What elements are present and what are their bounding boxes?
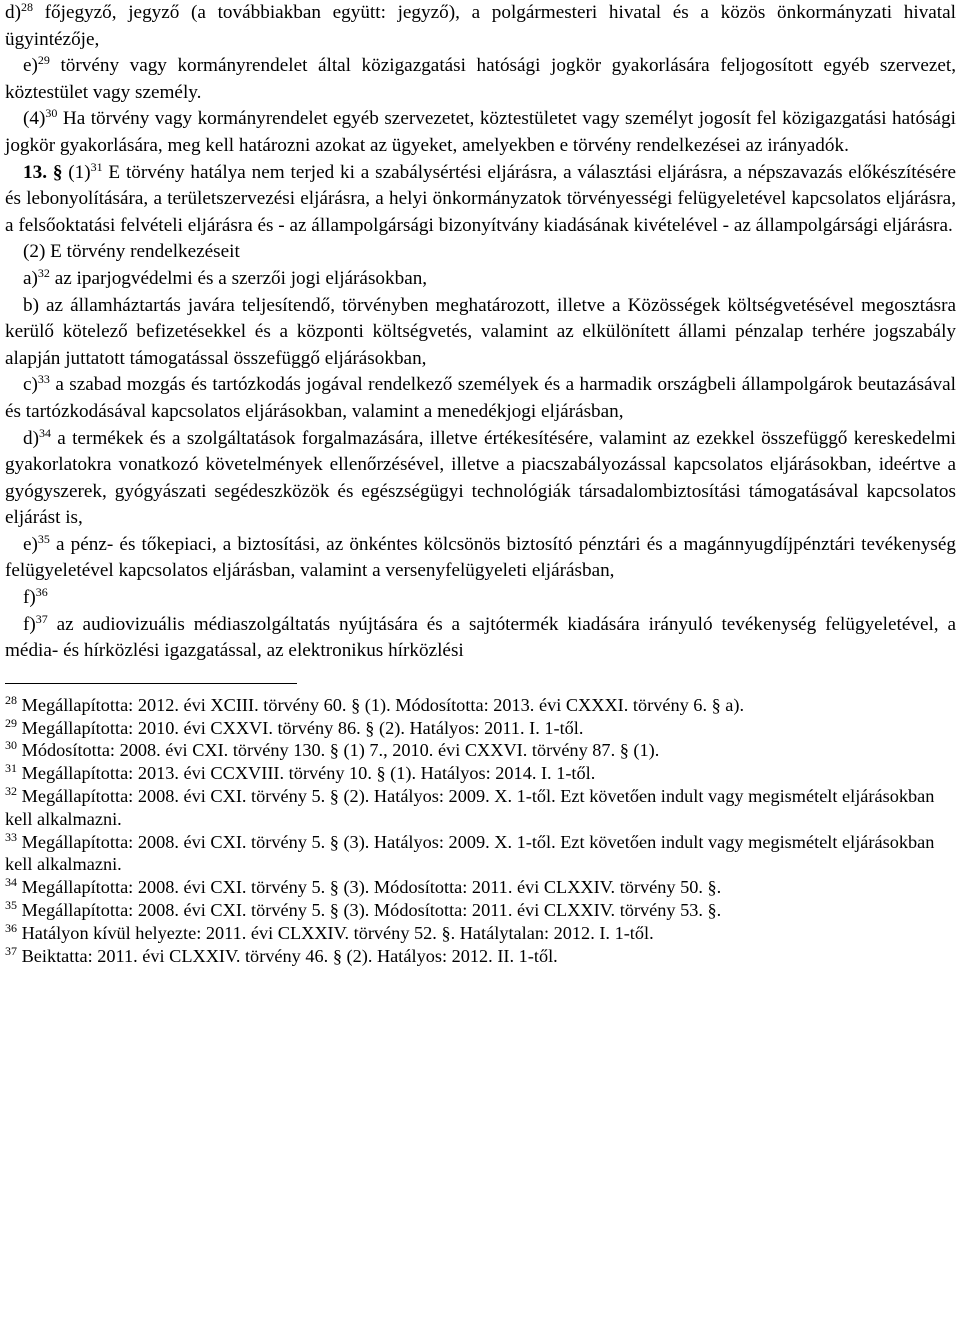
paragraph-label: (1): [68, 161, 91, 183]
footnote-text: Beiktatta: 2011. évi CLXXIV. törvény 46. § (2). Hatályos: 2012. II. 1-től.: [17, 945, 558, 966]
footnote-number: 34: [5, 875, 17, 890]
footnote: [5, 899, 956, 922]
paragraph-2: [5, 239, 956, 266]
footnote-number: 37: [5, 943, 17, 958]
footnote-number: 33: [5, 829, 17, 844]
point-d28: [5, 0, 956, 53]
footnote: [5, 739, 956, 762]
point-label: f): [23, 587, 36, 609]
point-text: b) az államháztartás javára teljesítendő, törvényben meghatározott, illetve a Közösségek költségvetésével megosztásra kerülő kötelező befizetésekkel és a központi költségvetés, valamint az elkülönített állami pénzalap terhére jogszabály alapján juttatott támogatással összefüggő eljárásokban,: [5, 294, 956, 369]
footnote: [5, 876, 956, 899]
footnote: [5, 785, 956, 831]
point-label: f): [23, 613, 36, 635]
point-d34: [5, 426, 956, 532]
document-body: [5, 0, 956, 665]
point-text: főjegyző, jegyző (a továbbiakban együtt: jegyző), a polgármesteri hivatal és a közös önkormányzati hivatal ügyintézője,: [5, 2, 956, 50]
point-text: a szabad mozgás és tartózkodás jogával rendelkező személyek és a harmadik országbeli állampolgárok beutazásával és tartózkodásával kapcsolatos eljárásokban, valamint a menedékjogi eljárásban,: [5, 374, 956, 422]
footnote-number: 28: [5, 692, 17, 707]
footnote-ref[interactable]: 30: [45, 106, 58, 121]
point-f37: [5, 612, 956, 665]
footnotes: [5, 694, 956, 968]
point-label: d): [23, 427, 39, 449]
point-label: e): [23, 55, 38, 77]
footnote-ref[interactable]: 33: [37, 372, 50, 387]
footnote-number: 35: [5, 898, 17, 913]
section-sign: §: [52, 161, 63, 183]
footnote-text: Megállapította: 2008. évi CXI. törvény 5. § (3). Hatályos: 2009. X. 1-től. Ezt követően indult vagy megismételt eljárásokban kell alkalmazni.: [5, 831, 935, 875]
point-text: törvény vagy kormányrendelet által közigazgatási hatósági jogkör gyakorlására feljogosított egyéb szervezet, köztestület vagy személy.: [5, 55, 956, 103]
footnote-text: Hatályon kívül helyezte: 2011. évi CLXXIV. törvény 52. §. Hatálytalan: 2012. I. 1-től.: [17, 922, 654, 943]
point-label: e): [23, 533, 38, 555]
footnote-text: Megállapította: 2008. évi CXI. törvény 5. § (3). Módosította: 2011. évi CLXXIV. törvény 53. §.: [17, 900, 722, 921]
point-text: a termékek és a szolgáltatások forgalmazására, illetve értékesítésére, valamint az ezekkel összefüggő kereskedelmi gyakorlatokra vonatkozó követelmények ellenőrzésével, illetve a piacszabályozással kapcsolatos eljárásokban, ideértve a gyógyszerek, gyógyászati segédeszközök és egészségügyi technológiák társadalombiztosítási támogatásával kapcsolatos eljárást is,: [5, 427, 956, 529]
footnote: [5, 831, 956, 877]
point-c33: [5, 372, 956, 425]
paragraph-text: Ha törvény vagy kormányrendelet egyéb szervezetet, köztestületet vagy személyt jogosít fel közigazgatási hatósági jogkör gyakorlására, meg kell határozni azokat az ügyeket, amelyekben e törvény rendelkezései az irányadók.: [5, 108, 956, 156]
footnote-text: Módosította: 2008. évi CXI. törvény 130. § (1) 7., 2010. évi CXXVI. törvény 87. § (1).: [17, 740, 660, 761]
point-label: c): [23, 374, 38, 396]
footnote-text: Megállapította: 2008. évi CXI. törvény 5. § (2). Hatályos: 2009. X. 1-től. Ezt követően indult vagy megismételt eljárásokban kell alkalmazni.: [5, 786, 935, 829]
paragraph-label: (4): [23, 108, 46, 130]
footnote-number: 31: [5, 761, 17, 776]
point-e29: [5, 53, 956, 106]
footnote-number: 29: [5, 715, 17, 730]
footnote-ref[interactable]: 29: [37, 53, 50, 68]
footnote-separator: [5, 683, 297, 684]
point-e35: [5, 532, 956, 585]
paragraph-text: (2) E törvény rendelkezéseit: [23, 241, 240, 263]
footnote-ref[interactable]: 35: [37, 531, 50, 546]
footnote-ref[interactable]: 31: [90, 159, 103, 174]
footnote-ref[interactable]: 36: [35, 585, 48, 600]
footnote-text: Megállapította: 2012. évi XCIII. törvény 60. § (1). Módosította: 2013. évi CXXXI. törvény 6. § a).: [17, 694, 745, 715]
footnote-ref[interactable]: 34: [38, 425, 51, 440]
point-b: [5, 293, 956, 373]
footnote: [5, 945, 956, 968]
footnote-text: Megállapította: 2013. évi CCXVIII. törvény 10. § (1). Hatályos: 2014. I. 1-től.: [17, 763, 596, 784]
footnote-number: 30: [5, 738, 17, 753]
section-number: 13.: [23, 161, 47, 183]
footnote: [5, 694, 956, 717]
footnote-text: Megállapította: 2008. évi CXI. törvény 5. § (3). Módosította: 2011. évi CLXXIV. törvény 50. §.: [17, 877, 722, 898]
point-text: az iparjogvédelmi és a szerzői jogi eljárásokban,: [49, 267, 428, 289]
footnote-ref[interactable]: 32: [37, 265, 50, 280]
footnote-text: Megállapította: 2010. évi CXXVI. törvény 86. § (2). Hatályos: 2011. I. 1-től.: [17, 717, 584, 738]
paragraph-4: [5, 106, 956, 159]
paragraph-text: E törvény hatálya nem terjed ki a szabálysértési eljárásra, a választási eljárásra, a népszavazás előkészítésére és lebonyolítására, a területszervezési eljárásra, a helyi önkormányzatok törvényességi felügyeletével kapcsolatos eljárásra, a felsőoktatási felvételi eljárásra és - az állampolgársági bizonyítvány kiadásának kivételével - az állampolgársági eljárásra.: [5, 161, 957, 236]
footnote: [5, 717, 956, 740]
point-a32: [5, 266, 956, 293]
footnote-ref[interactable]: 28: [20, 0, 33, 14]
section-13: [5, 160, 956, 240]
point-label: d): [5, 2, 21, 23]
point-f36: [5, 585, 956, 612]
point-text: a pénz- és tőkepiaci, a biztosítási, az önkéntes kölcsönös biztosító pénztári és a magánnyugdíjpénztári tevékenység felügyeletével kapcsolatos eljárásban, valamint a versenyfelügyeleti eljárásban,: [5, 533, 956, 582]
footnote: [5, 922, 956, 945]
footnote: [5, 762, 956, 785]
footnote-ref[interactable]: 37: [35, 611, 48, 626]
point-label: a): [23, 267, 38, 289]
footnote-number: 36: [5, 920, 17, 935]
footnote-number: 32: [5, 784, 17, 799]
point-text: az audiovizuális médiaszolgáltatás nyújtására és a sajtótermék kiadására irányuló tevékenység felügyeletével, a média- és hírközlési igazgatással, az elektronikus hírközlési: [5, 613, 956, 662]
